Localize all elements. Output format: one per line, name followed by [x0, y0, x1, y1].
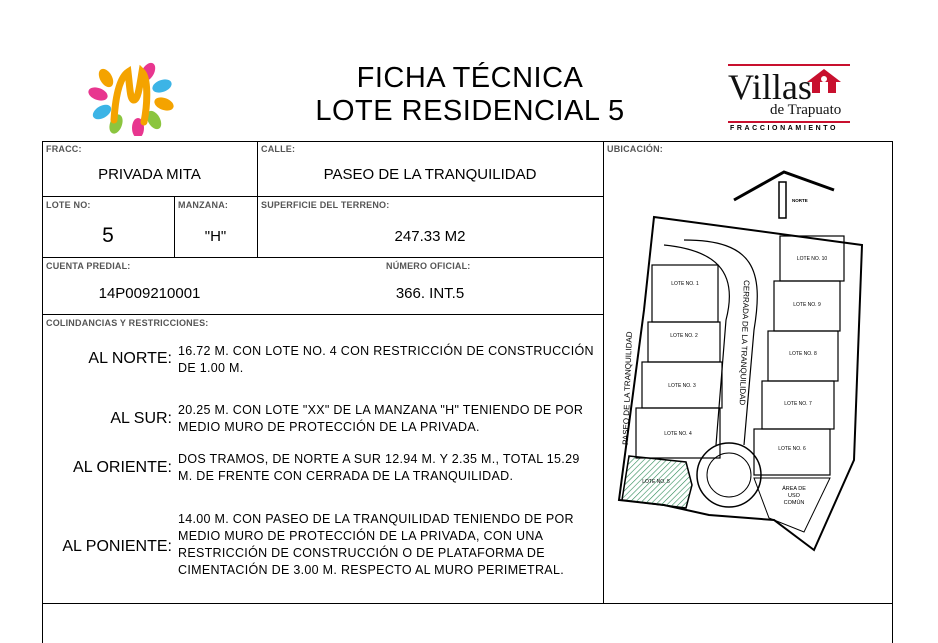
fracc-label: FRACC:	[46, 144, 82, 154]
numero-label: NÚMERO OFICIAL:	[386, 261, 471, 271]
sur-text: 20.25 M. CON LOTE "XX" DE LA MANZANA "H" TENIENDO DE POR MEDIO MURO DE PROTECCIÓN DE LA PRIVADA.	[178, 403, 584, 434]
numero-value: 366. INT.5	[395, 285, 465, 302]
oriente-label: AL ORIENTE:	[73, 459, 172, 476]
title-line-2: LOTE RESIDENCIAL 5	[315, 95, 625, 127]
fracc-value: PRIVADA MITA	[98, 166, 201, 183]
colindancias-label: COLINDANCIAS Y RESTRICCIONES:	[46, 318, 209, 328]
brand-sub: de Trapuato	[770, 102, 842, 118]
lot-label-4: LOTE NO. 4	[664, 431, 692, 437]
table-border-top	[42, 141, 892, 142]
superficie-value: 247.33 M2	[394, 228, 466, 245]
oriente-text: DOS TRAMOS, DE NORTE A SUR 12.94 M. Y 2.35 M., TOTAL 15.29 M. DE FRENTE CON CERRADA DE LA TRANQUILIDAD.	[178, 452, 580, 483]
north-marker	[779, 182, 786, 218]
brand-rule-bottom	[728, 121, 850, 123]
superficie-label: SUPERFICIE DEL TERRENO:	[261, 200, 390, 210]
villas-logo	[726, 60, 854, 136]
lot-1	[652, 265, 718, 322]
table-border-bottom	[42, 603, 892, 604]
lot-label-2: LOTE NO. 2	[670, 333, 698, 339]
lot-2	[648, 322, 720, 362]
site-plan-graphic	[604, 160, 891, 602]
table-border-right	[892, 141, 893, 643]
cuenta-value: 14P009210001	[98, 285, 201, 302]
north-label: NORTE	[792, 198, 808, 203]
cuenta-label: CUENTA PREDIAL:	[46, 261, 131, 271]
lot-label-8: LOTE NO. 8	[789, 351, 817, 357]
brand-name: Villas	[728, 67, 812, 107]
mita-logo-graphic	[86, 58, 176, 136]
manzana-value: "H"	[204, 228, 227, 245]
manzana-label: MANZANA:	[178, 200, 229, 210]
lot-label-6: LOTE NO. 6	[778, 446, 806, 452]
row-divider-2	[42, 257, 603, 258]
lot-label-7: LOTE NO. 7	[784, 401, 812, 407]
lote-label: LOTE NO:	[46, 200, 91, 210]
row-divider-3	[42, 314, 603, 315]
location-map	[604, 160, 891, 602]
north-arrow-icon	[734, 172, 834, 200]
poniente-label: AL PONIENTE:	[62, 538, 172, 555]
street-left-label: PASEO DE LA TRANQUILIDAD	[621, 331, 634, 446]
lot-label-1: LOTE NO. 1	[671, 281, 699, 287]
lot-label-3: LOTE NO. 3	[668, 383, 696, 389]
page-title	[250, 62, 690, 128]
brand-tagline: FRACCIONAMIENTO	[730, 125, 839, 132]
calle-label: CALLE:	[261, 144, 296, 154]
area-comun-line-3: COMÚN	[783, 500, 805, 506]
area-comun-line-2: USO	[788, 493, 800, 499]
ubicacion-label: UBICACIÓN:	[607, 144, 663, 154]
col-divider-manzana	[174, 196, 175, 258]
row-divider-1	[42, 196, 603, 197]
table-border-left	[42, 141, 43, 643]
lot-6	[754, 429, 830, 475]
mita-logo	[86, 58, 176, 136]
norte-label: AL NORTE:	[88, 350, 172, 367]
street-right-label: CERRADA DE LA TRANQUILIDAD	[737, 279, 751, 406]
calle-value: PASEO DE LA TRANQUILIDAD	[323, 166, 537, 183]
lote-value: 5	[102, 224, 114, 247]
sur-label: AL SUR:	[110, 410, 172, 427]
lot-label-5: LOTE NO. 5	[642, 479, 670, 485]
title-line-1: FICHA TÉCNICA	[356, 62, 584, 94]
lot-label-9: LOTE NO. 9	[793, 302, 821, 308]
norte-text: 16.72 M. CON LOTE NO. 4 CON RESTRICCIÓN DE CONSTRUCCIÓN DE 1.00 M.	[178, 344, 594, 375]
poniente-text: 14.00 M. CON PASEO DE LA TRANQUILIDAD TENIENDO DE POR MEDIO MURO DE PROTECCIÓN DE LA PRIVADA, CON UNA RESTRICCIÓN DE CONSTRUCCIÓN O DE PLATAFORMA DE CIMENTACIÓN DE 3.00 M. RESPECTO AL MURO PERIMETRAL.	[178, 512, 574, 577]
area-comun-line-1: ÁREA DE	[782, 486, 806, 492]
lot-label-10: LOTE NO. 10	[796, 256, 828, 262]
